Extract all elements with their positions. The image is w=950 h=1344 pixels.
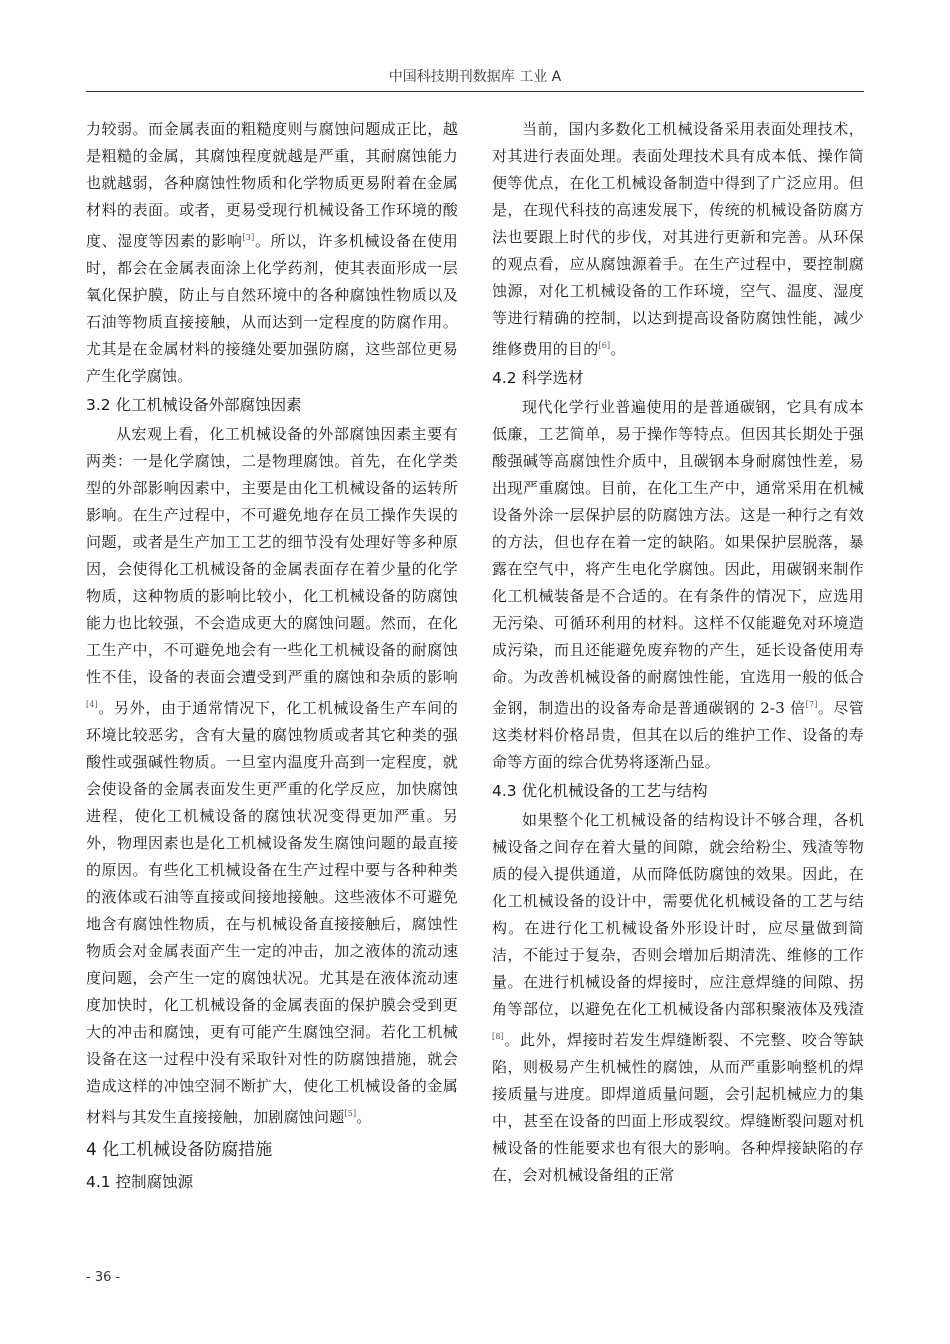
right-column [492, 116, 864, 1189]
citation-ref: [5] [344, 1109, 357, 1118]
paragraph [86, 116, 458, 390]
paragraph [86, 421, 458, 1131]
citation-ref: [4] [86, 700, 98, 709]
paragraph [492, 807, 864, 1189]
paragraph-text: 现代化学行业普遍使用的是普通碳钢，它具有成本低廉，工艺简单，易于操作等特点。但因其长期处于强酸强碱等高腐蚀性介质中，且碳钢本身耐腐蚀性差，易出现严重腐蚀。目前，在化工生产中，通常采用在机械设备外涂一层保护层的防腐蚀方法。这是一种行之有效的方法，但也存在着一定的缺陷。如果保护层脱落，暴露在空气中，将产生电化学腐蚀。因此，用碳钢来制作化工机械装备是不合适的。在有条件的情况下，应选用无污染、可循环利用的材料。这样不仅能避免对环境造成污染，而且还能避免废弃物的产生，延长设备使用寿命。为改善机械设备的耐腐蚀性能，宜选用一般的低合金钢，制造出的设备寿命是普通碳钢的 2-3 倍 [492, 398, 864, 717]
citation-ref: [3] [242, 233, 255, 242]
paragraph-text: 如果整个化工机械设备的结构设计不够合理，各机械设备之间存在着大量的间隙，就会给粉尘、残渣等物质的侵入提供通道，从而降低防腐蚀的效果。因此，在化工机械设备的设计中，需要优化机械设备的工艺与结构。在进行化工机械设备外形设计时，应尽量做到简洁，不能过于复杂，否则会增加后期清洗、维修的工作量。在进行机械设备的焊接时，应注意焊缝的间隙、拐角等部位，以避免在化工机械设备内部积聚液体及残渣 [492, 811, 864, 1018]
paragraph-text: 。尽管这类材料价格昂贵，但其在以后的维护工作、设备的寿命等方面的综合优势将逐渐凸显。 [492, 699, 864, 771]
citation-ref: [7] [805, 700, 818, 709]
paragraph-text: 力较弱。而金属表面的粗糙度则与腐蚀问题成正比，越是粗糙的金属，其腐蚀程度就越是严重，其耐腐蚀能力也就越弱，各种腐蚀性物质和化学物质更易附着在金属材料的表面。或者，更易受现行机械设备工作环境的酸度、湿度等因素的影响 [86, 120, 458, 250]
paragraph-text: 。另外，由于通常情况下，化工机械设备生产车间的环境比较恶劣，含有大量的腐蚀物质或者其它种类的强酸性或强碱性物质。一旦室内温度升高到一定程度，就会使设备的金属表面发生更严重的化学反应，加快腐蚀进程，使化工机械设备的腐蚀状况变得更加严重。另外，物理因素也是化工机械设备发生腐蚀问题的最直接的原因。有些化工机械设备在生产过程中要与各种种类的液体或石油等直接或间接地接触。这些液体不可避免地含有腐蚀性物质，在与机械设备直接接触后，腐蚀性物质会对金属表面产生一定的冲击，加之液体的流动速度问题，会产生一定的腐蚀状况。尤其是在液体流动速度加快时，化工机械设备的金属表面的保护膜会受到更大的冲击和腐蚀，更有可能产生腐蚀空洞。若化工机械设备在这一过程中没有采取针对性的防腐蚀措施，就会造成这样的冲蚀空洞不断扩大，使化工机械设备的金属材料与其发生直接接触，加剧腐蚀问题 [86, 699, 458, 1126]
paragraph-text: 。 [610, 340, 626, 358]
left-column [86, 116, 458, 1198]
paragraph [492, 116, 864, 363]
section-heading-4-1: 4.1 控制腐蚀源 [86, 1173, 194, 1191]
section-heading-3-2: 3.2 化工机械设备外部腐蚀因素 [86, 396, 302, 414]
citation-ref: [6] [598, 341, 611, 350]
section-heading-4-3: 4.3 优化机械设备的工艺与结构 [492, 782, 708, 800]
section-heading-4-2: 4.2 科学选材 [492, 369, 584, 387]
paragraph-text: 。 [356, 1108, 372, 1126]
page-number: - 36 - [86, 1270, 121, 1285]
journal-header: 中国科技期刊数据库 工业 A [388, 69, 562, 85]
section-heading-4: 4 化工机械设备防腐措施 [86, 1140, 273, 1160]
paragraph-text: 从宏观上看，化工机械设备的外部腐蚀因素主要有两类：一是化学腐蚀，二是物理腐蚀。首先，在化学类型的外部影响因素中，主要是由化工机械设备的运转所影响。在生产过程中，不可避免地存在员工操作失误的问题，或者是生产加工工艺的细节没有处理好等多种原因，会使得化工机械设备的金属表面存在着少量的化学物质，这种物质的影响比较小，化工机械设备的防腐蚀能力也比较强，不会造成更大的腐蚀问题。然而，在化工生产中，不可避免地会有一些化工机械设备的耐腐蚀性不佳，设备的表面会遭受到严重的腐蚀和杂质的影响 [86, 425, 458, 686]
paragraph-text: 。此外，焊接时若发生焊缝断裂、不完整、咬合等缺陷，则极易产生机械性的腐蚀，从而严重影响整机的焊接质量与进度。即焊道质量问题，会引起机械应力的集中，甚至在设备的凹面上形成裂纹。焊缝断裂问题对机械设备的性能要求也有很大的影响。各种焊接缺陷的存在，会对机械设备组的正常 [492, 1031, 864, 1184]
paragraph-text: 。所以，许多机械设备在使用时，都会在金属表面涂上化学药剂，使其表面形成一层氧化保护膜，防止与自然环境中的各种腐蚀性物质以及石油等物质直接接触，从而达到一定程度的防腐作用。尤其是在金属材料的接缝处要加强防腐，这些部位更易产生化学腐蚀。 [86, 232, 458, 385]
citation-ref: [8] [492, 1032, 504, 1041]
paragraph-text: 当前，国内多数化工机械设备采用表面处理技术，对其进行表面处理。表面处理技术具有成本低、操作简便等优点，在化工机械设备制造中得到了广泛应用。但是，在现代科技的高速发展下，传统的机械设备防腐方法也要跟上时代的步伐，对其进行更新和完善。从环保的观点看，应从腐蚀源着手。在生产过程中，要控制腐蚀源，对化工机械设备的工作环境，空气、温度、湿度等进行精确的控制，以达到提高设备防腐蚀性能，减少维修费用的目的 [492, 120, 864, 358]
paragraph [492, 394, 864, 776]
header-divider [86, 91, 864, 92]
